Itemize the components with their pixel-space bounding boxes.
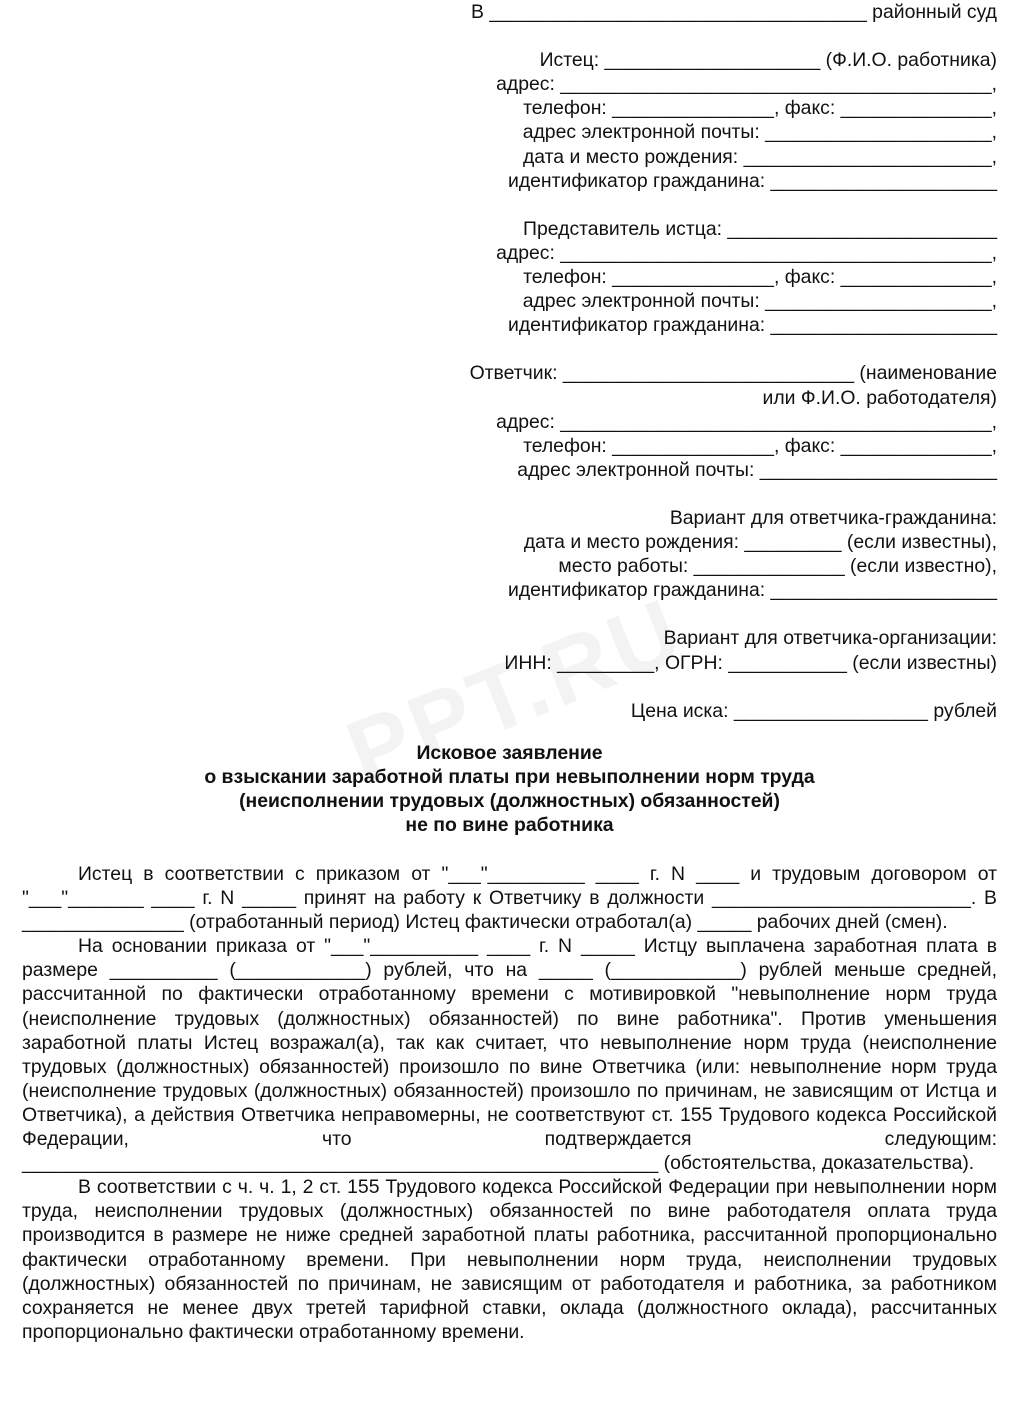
defendant-id-line: идентификатор гражданина: _____________________: [507, 579, 997, 602]
defendant-address-line: адрес: ________________________________________,: [496, 410, 997, 433]
paragraph-1: Истец в соответствии с приказом от "___"_________ ____ г. N ____ и трудовым договором от "___"_______ ____ г. N _____ принят на работу к Ответчику в должности ________________________. В _______________ (отработанный период) Истец фактически отработал(а) _____ рабочих дней (смен).: [22, 863, 997, 934]
inn-ogrn-line: ИНН: _________, ОГРН: ___________ (если известны): [504, 651, 997, 674]
defendant-email-line: адрес электронной почты: ______________________: [517, 458, 997, 481]
plaintiff-email-line: адрес электронной почты: _____________________,: [522, 121, 997, 144]
document-title: [22, 741, 997, 837]
defendant-birth-line: дата и место рождения: _________ (если известны),: [523, 531, 997, 554]
header-spacer: [445, 193, 997, 217]
header-spacer: [445, 337, 997, 361]
representative-phone-line: телефон: _______________, факс: ______________,: [523, 266, 997, 289]
plaintiff-phone-line: телефон: _______________, факс: ______________,: [523, 97, 997, 120]
claim-price-line: Цена иска: __________________ рублей: [630, 699, 997, 722]
variant-citizen-heading: Вариант для ответчика-гражданина:: [669, 506, 997, 529]
paragraph-2: На основании приказа от "___"__________ ____ г. N _____ Истцу выплачена заработная плата в размере __________ (____________) рублей, что на _____ (____________) рублей меньше средней, рассчитанной по фактически отработанному времени с мотивировкой "невыполнение норм труда (неисполнение трудовых (должностных) обязанностей) по вине работника". Против уменьшения заработной платы Истец возражал(а), так как считает, что невыполнение норм труда (неисполнение трудовых (должностных) обязанностей) произошло по вине Ответчика (или: невыполнение норм труда (неисполнение трудовых (должностных) обязанностей) произошло по причинам, не зависящим от Истца и Ответчика), а действия Ответчика неправомерны, не соответствуют ст. 155 Трудового кодекса Российской Федерации, что подтверждается следующим: ___________________________________________________________ (обстоятельства, доказательства).: [22, 935, 997, 1175]
court-line: В ___________________________________ районный суд: [471, 1, 997, 23]
plaintiff-name-line: Истец: ____________________ (Ф.И.О. работника): [539, 49, 997, 72]
title-line-4: не по вине работника: [405, 814, 614, 837]
document-body: [22, 862, 997, 1344]
defendant-name-line-2: или Ф.И.О. работодателя): [762, 386, 997, 409]
defendant-phone-line: телефон: _______________, факс: ______________,: [523, 434, 997, 457]
representative-name-line: Представитель истца: _________________________: [523, 217, 997, 240]
document-header: [445, 0, 997, 723]
header-spacer: [445, 482, 997, 506]
defendant-name-line: Ответчик: ___________________________ (наименование: [469, 362, 997, 385]
representative-email-line: адрес электронной почты: _____________________,: [522, 290, 997, 313]
header-spacer: [445, 602, 997, 626]
variant-organization-heading: Вариант для ответчика-организации:: [663, 627, 997, 650]
title-line-1: Исковое заявление: [416, 742, 603, 764]
representative-id-line: идентификатор гражданина: _____________________: [507, 314, 997, 337]
title-line-3: (неисполнении трудовых (должностных) обязанностей): [239, 790, 780, 813]
header-spacer: [445, 24, 997, 48]
header-spacer: [445, 675, 997, 699]
plaintiff-address-line: адрес: ________________________________________,: [496, 73, 997, 96]
defendant-work-line: место работы: ______________ (если известно),: [558, 555, 997, 578]
representative-address-line: адрес: ________________________________________,: [496, 241, 997, 264]
paragraph-3: В соответствии с ч. ч. 1, 2 ст. 155 Трудового кодекса Российской Федерации при невыполнении норм труда, неисполнении трудовых (должностных) обязанностей по вине работодателя оплата труда производится в размере не ниже средней заработной платы работника, рассчитанной пропорционально фактически отработанному времени. При невыполнении норм труда, неисполнении трудовых (должностных) обязанностей по причинам, не зависящим от работодателя и работника, за работником сохраняется не менее двух третей тарифной ставки, оклада (должностного оклада), рассчитанных пропорционально фактически отработанному времени.: [22, 1176, 997, 1343]
plaintiff-birth-line: дата и место рождения: _______________________,: [522, 145, 997, 168]
title-line-2: о взыскании заработной платы при невыполнении норм труда: [204, 766, 815, 789]
plaintiff-id-line: идентификатор гражданина: _____________________: [507, 169, 997, 192]
